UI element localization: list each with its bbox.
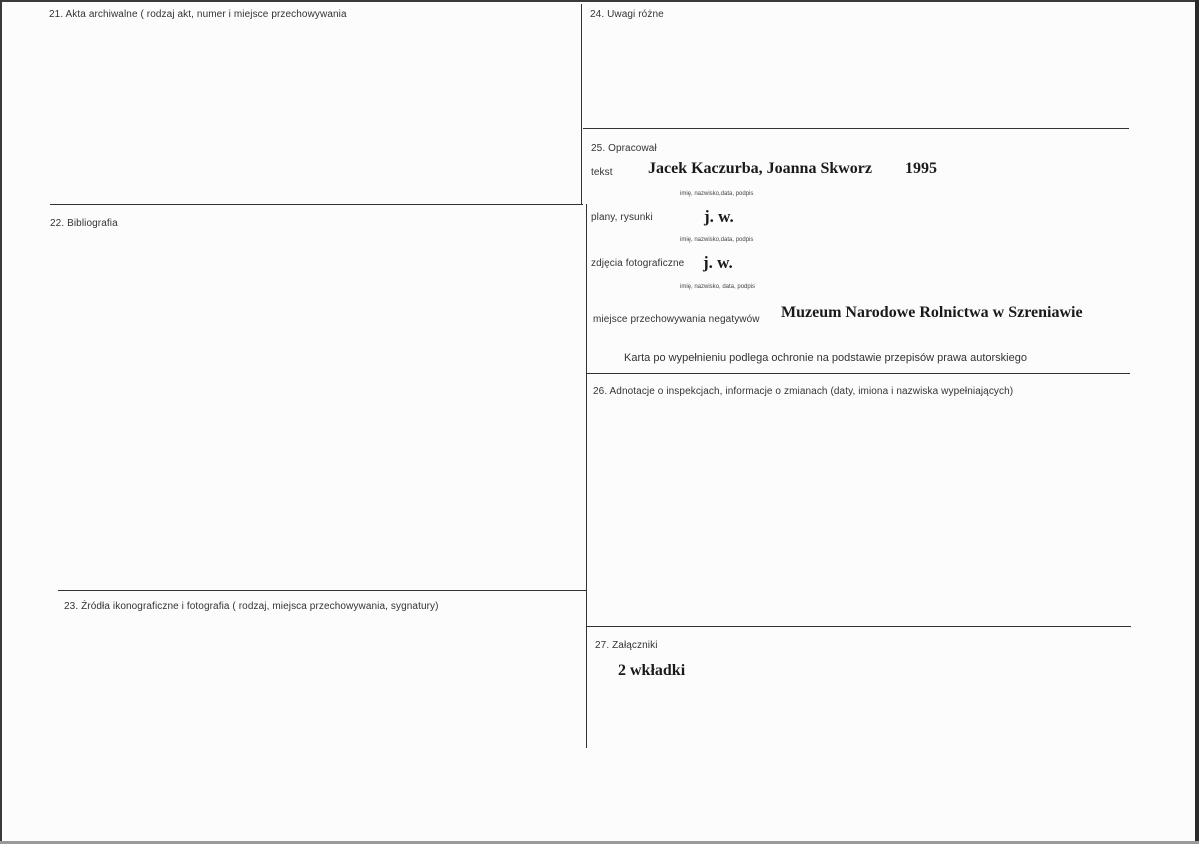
tekst-label: tekst: [591, 167, 613, 178]
zdjecia-label: zdjęcia fotograficzne: [591, 258, 685, 269]
zdjecia-value: j. w.: [703, 253, 733, 272]
plany-hint: imię, nazwisko,data, podpis: [680, 237, 754, 243]
section-25-label: 25. Opracował: [591, 143, 657, 154]
section-21-label: 21. Akta archiwalne ( rodzaj akt, numer i miejsce przechowywania: [49, 9, 347, 20]
tekst-year: 1995: [905, 160, 937, 177]
rule-22-23: [58, 590, 587, 591]
page-right-edge: [1195, 0, 1199, 844]
tekst-value: Jacek Kaczurba, Joanna Skworz: [648, 160, 872, 177]
tekst-hint: imię, nazwisko,data, podpis: [680, 191, 754, 197]
section-22-label: 22. Bibliografia: [50, 218, 118, 229]
rule-21-22: [50, 204, 583, 205]
section-26-label: 26. Adnotacje o inspekcjach, informacje o zmianach (daty, imiona i nazwiska wypełniających): [593, 386, 1014, 397]
negatywy-label: miejsce przechowywania negatywów: [593, 314, 760, 325]
negatywy-value: Muzeum Narodowe Rolnictwa w Szreniawie: [781, 304, 1083, 321]
rule-26-27: [587, 626, 1131, 627]
attachments-value: 2 wkładki: [618, 662, 686, 679]
vertical-divider-lower: [586, 204, 587, 748]
rule-25-26: [587, 373, 1130, 374]
plany-value: j. w.: [704, 207, 734, 226]
section-24-label: 24. Uwagi różne: [590, 9, 664, 20]
vertical-divider-upper: [581, 4, 582, 204]
plany-label: plany, rysunki: [591, 212, 653, 223]
section-27-label: 27. Załączniki: [595, 640, 658, 651]
zdjecia-hint: imię, nazwisko, data, podpis: [680, 284, 756, 290]
section-23-label: 23. Źródła ikonograficzne i fotografia ( rodzaj, miejsca przechowywania, sygnatury): [64, 601, 439, 612]
copyright-note: Karta po wypełnieniu podlega ochronie na podstawie przepisów prawa autorskiego: [624, 352, 1027, 364]
rule-24-25: [583, 128, 1129, 129]
